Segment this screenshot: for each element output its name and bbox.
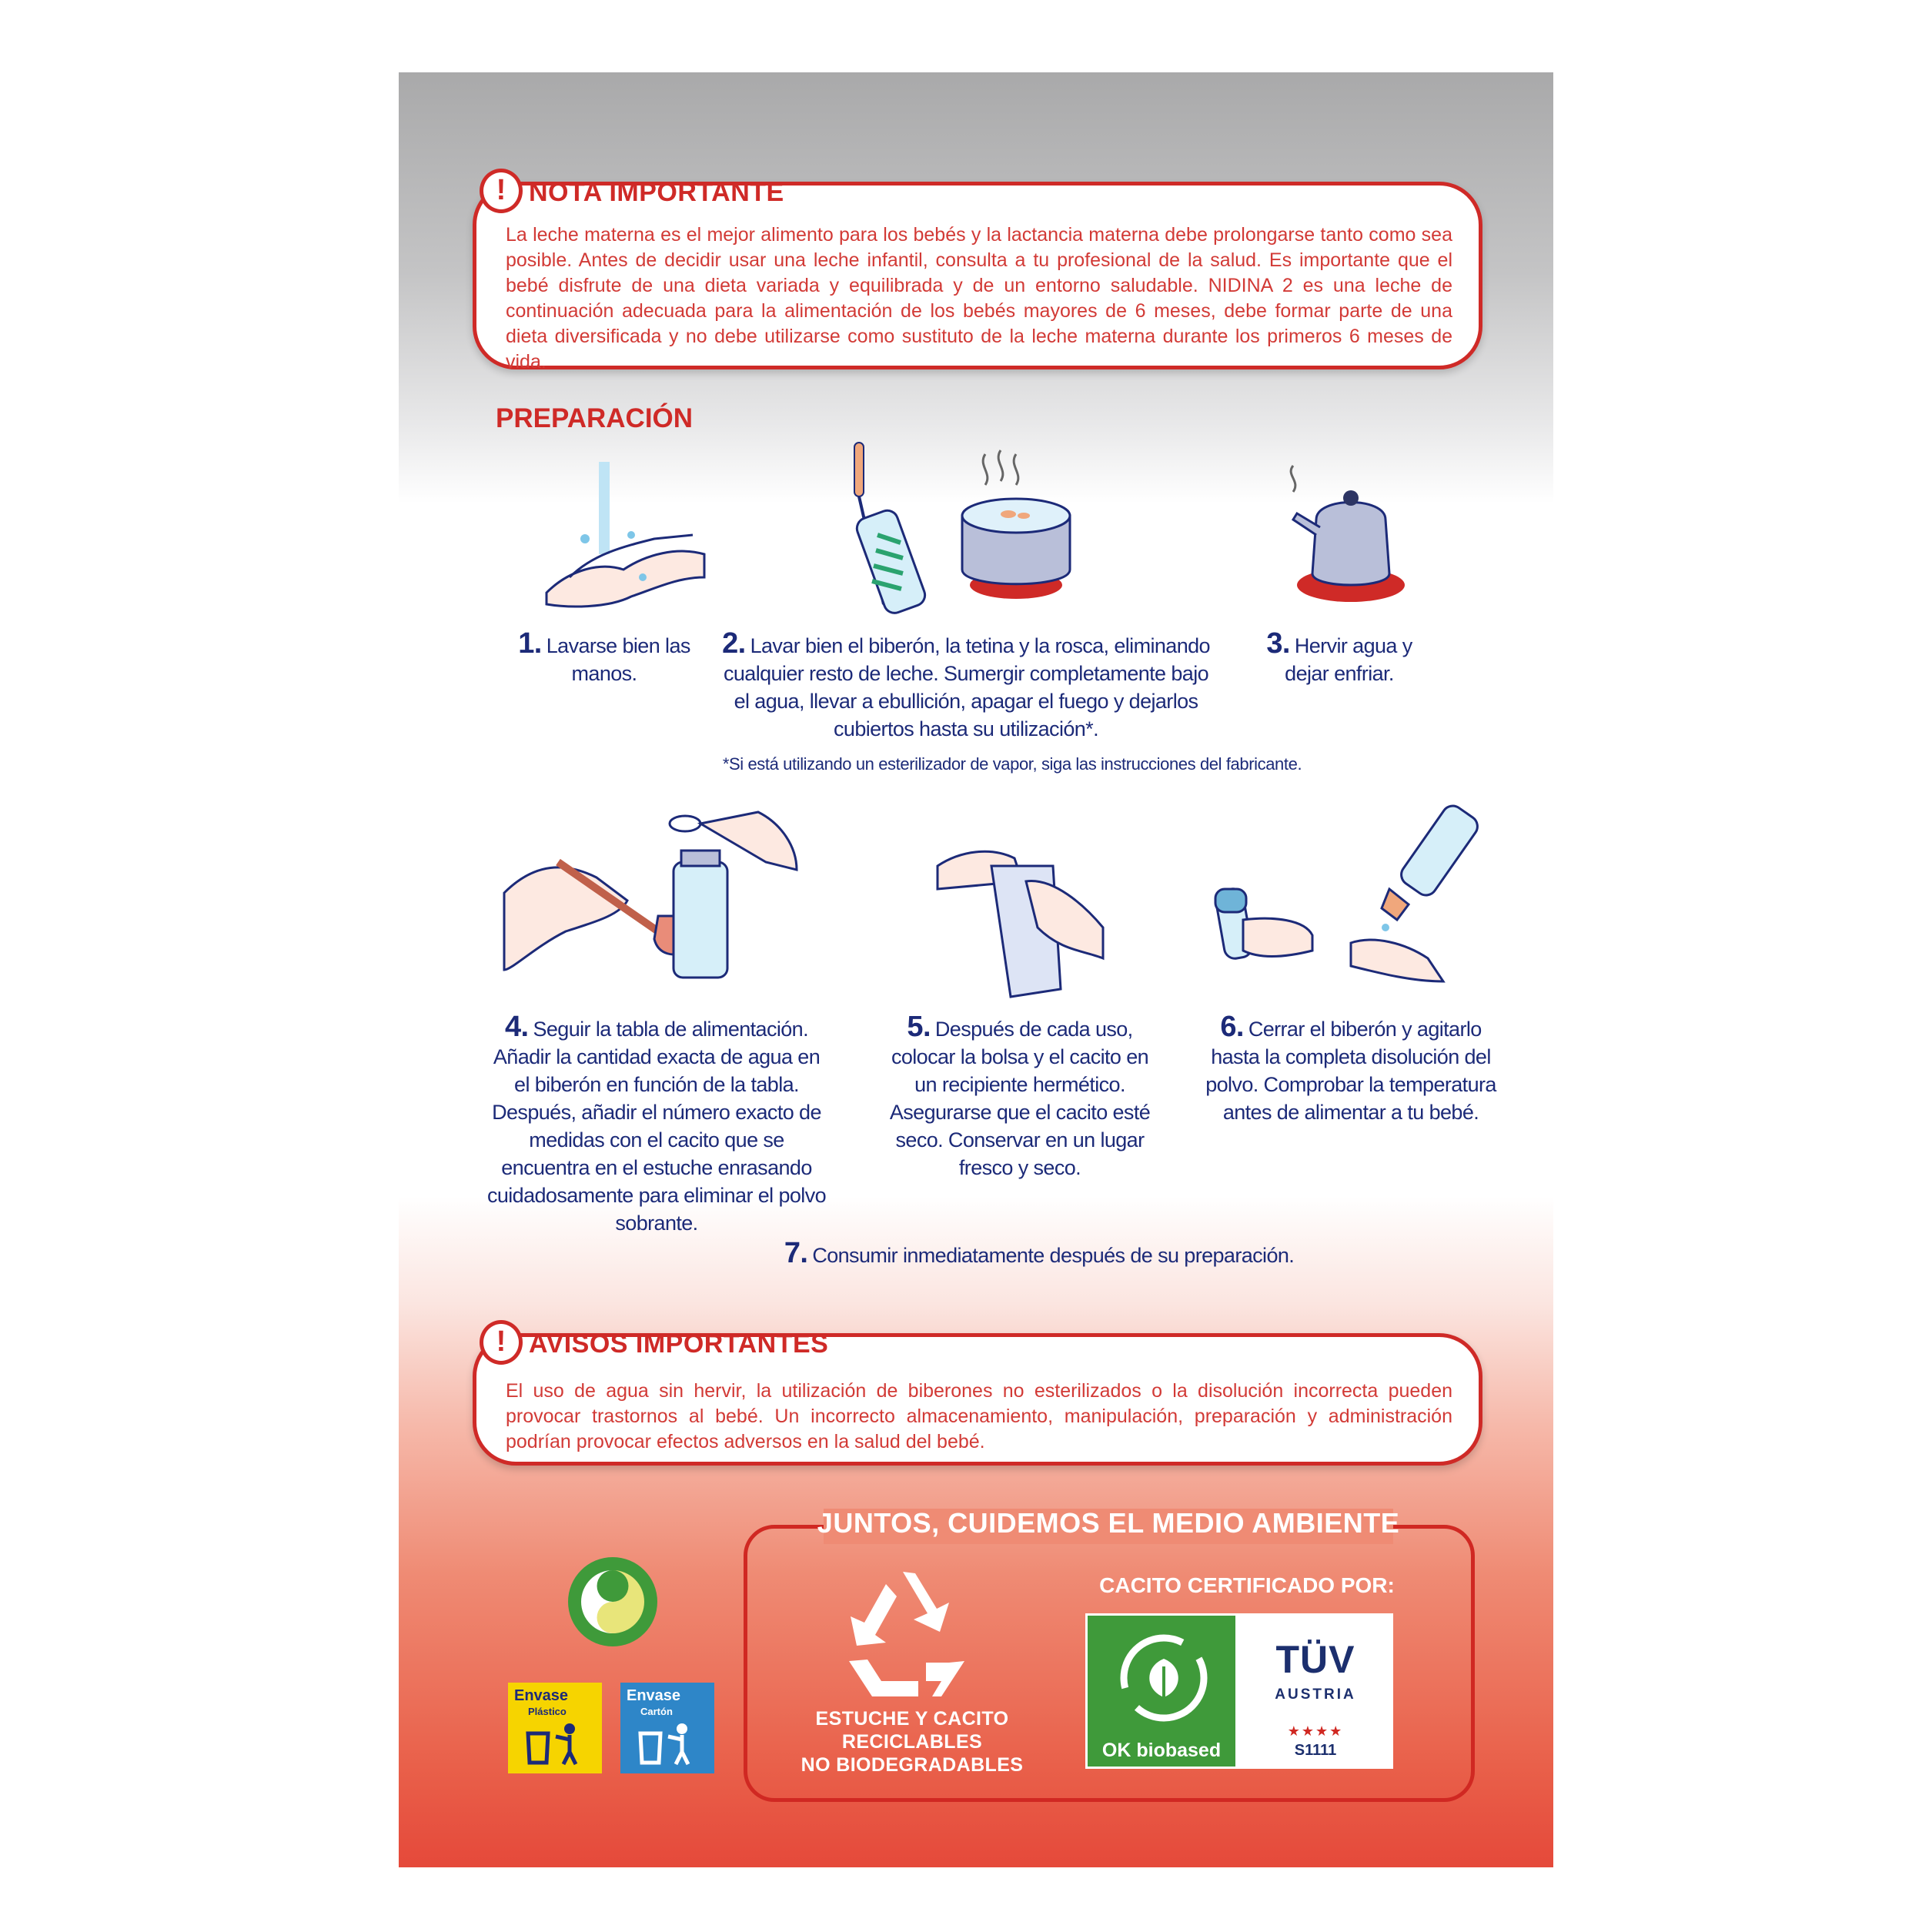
preparacion-title: PREPARACIÓN <box>496 403 694 433</box>
step-1-number: 1. <box>518 627 542 660</box>
step-7-text <box>693 1239 1385 1269</box>
bin-person-icon <box>637 1723 699 1766</box>
storage-bag-illustration <box>938 835 1115 997</box>
step-3-number: 3. <box>1266 627 1290 660</box>
recycle-caption-line-1: ESTUCHE Y CACITO <box>815 1708 1009 1730</box>
step-5-number: 5. <box>907 1011 931 1043</box>
step-1-text <box>508 627 700 687</box>
step-1-label: Lavarse bien las manos. <box>546 634 690 685</box>
plastic-badge-title: Envase <box>514 1687 569 1704</box>
environment-title: JUNTOS, CUIDEMOS EL MEDIO AMBIENTE <box>817 1507 1400 1539</box>
step-2-number: 2. <box>722 627 746 660</box>
nota-importante-text: La leche materna es el mejor alimento para los bebés y la lactancia materna debe prolongarse tanto como sea posible. Antes de decidir usar una leche infantil, consulta a tu profesional de la salud. Es importante que el bebé disfrute de una dieta variada y equilibrada y de un entorno saludable. NIDINA 2 es una leche de continuación adecuada para la alimentación de los bebés mayores de 6 meses, debe formar parte de una dieta diversificada y no debe utilizarse como sustituto de la leche materna durante los primeros 6 meses de vida. <box>506 224 1452 373</box>
ok-biobased-label: OK biobased <box>1101 1740 1222 1761</box>
step-2-label: Lavar bien el biberón, la tetina y la rosca, eliminando cualquier resto de leche. Sumergir completamente bajo el agua, llevar a ebullición, apagar el fuego y dejarlos cubiertos hasta su utilización*. <box>723 634 1210 740</box>
alert-icon: ! <box>480 169 523 213</box>
kettle-illustration <box>1285 466 1409 604</box>
step-5-label: Después de cada uso, colocar la bolsa y el cacito en un recipiente hermético. Asegurarse que el cacito esté seco. Conservar en un lugar fresco y seco. <box>889 1018 1151 1179</box>
ok-biobased-badge <box>1085 1613 1238 1769</box>
recycle-icon <box>834 1569 972 1700</box>
plastic-packaging-badge <box>508 1683 602 1773</box>
avisos-importantes-box <box>473 1325 1482 1466</box>
step-2-text <box>720 627 1212 743</box>
nota-importante-title: NOTA IMPORTANTE <box>529 178 784 207</box>
recycle-caption-line-2: RECICLABLES <box>841 1731 983 1753</box>
step-7-label: Consumir inmediatamente después de su preparación. <box>812 1244 1295 1267</box>
measuring-scoop-illustration <box>504 816 812 985</box>
step-4-text <box>483 1013 830 1237</box>
nota-importante-box <box>473 174 1482 373</box>
step-6-label: Cerrar el biberón y agitarlo hasta la completa disolución del polvo. Comprobar la temperatura antes de alimentar a tu bebé. <box>1205 1018 1496 1124</box>
green-dot-icon <box>566 1555 660 1649</box>
plastic-badge-subtitle: Plástico <box>528 1706 567 1717</box>
recycle-caption-line-3: NO BIODEGRADABLES <box>801 1754 1024 1776</box>
step-6-number: 6. <box>1220 1011 1244 1043</box>
recycle-caption <box>793 1707 1031 1777</box>
carton-packaging-badge <box>620 1683 714 1773</box>
boiling-pot-illustration <box>954 454 1078 608</box>
tuv-certificate-code: S1111 <box>1294 1742 1337 1759</box>
avisos-importantes-text: El uso de agua sin hervir, la utilización de biberones no esterilizados o la disolución incorrecta pueden provocar trastornos al bebé. Un incorrecto almacenamiento, manipulación, preparación y administración podrían provocar efectos adversos en la salud del bebé. <box>506 1380 1452 1452</box>
bottle-brush-illustration <box>847 443 954 620</box>
tuv-logo: TÜV <box>1275 1638 1355 1681</box>
shake-bottle-illustration <box>1212 804 1482 997</box>
step-3-text <box>1262 627 1416 687</box>
washing-hands-illustration <box>539 462 708 616</box>
tuv-austria-badge <box>1238 1613 1393 1769</box>
bin-person-icon <box>525 1723 587 1766</box>
sterilizer-footnote: *Si está utilizando un esterilizador de vapor, siga las instrucciones del fabricante. <box>722 754 1302 774</box>
alert-icon: ! <box>480 1320 523 1365</box>
step-6-text <box>1205 1013 1497 1126</box>
step-4-label: Seguir la tabla de alimentación. Añadir la cantidad exacta de agua en el biberón en función de la tabla. Después, añadir el número exacto de medidas con el cacito que se encuentra en el estuche enrasando cuidadosamente para eliminar el polvo sobrante. <box>486 1018 827 1235</box>
tuv-stars: ★★★★ <box>1287 1723 1344 1739</box>
tuv-country: AUSTRIA <box>1275 1686 1356 1703</box>
step-3-label: Hervir agua y dejar enfriar. <box>1285 634 1412 685</box>
step-7-number: 7. <box>784 1237 808 1269</box>
carton-badge-title: Envase <box>627 1687 681 1704</box>
carton-badge-subtitle: Cartón <box>640 1706 673 1717</box>
step-5-text <box>885 1013 1155 1182</box>
avisos-importantes-title: AVISOS IMPORTANTES <box>529 1329 829 1359</box>
step-4-number: 4. <box>504 1011 529 1043</box>
certification-caption: CACITO CERTIFICADO POR: <box>1099 1573 1395 1597</box>
leaf-cycle-icon <box>1114 1628 1214 1728</box>
